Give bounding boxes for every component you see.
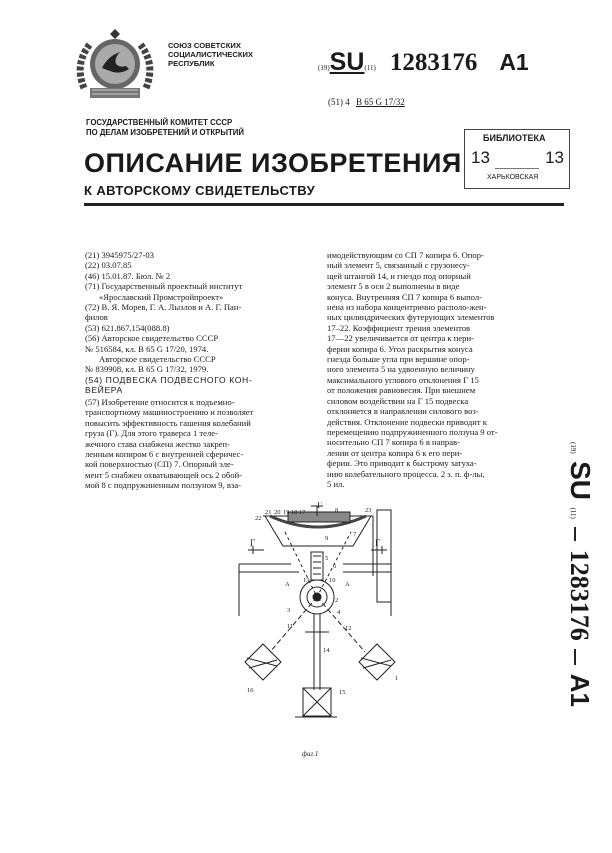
side-publication-number: (19) SU (11) 1283176 A1 — [565, 442, 596, 707]
figure-label: 16 — [247, 687, 254, 694]
abstract-line: кой поверхностью (СП) 7. Опорный эле- — [85, 459, 234, 470]
title-rule — [84, 203, 564, 206]
abstract-line: действия. Отклонение подвески приводит к — [327, 416, 487, 427]
biblio-line: (72) В. Я. Морев, Г. А. Лызлов и А. Г. Пан- — [85, 302, 242, 313]
abstract-line: нена из набора концентрично располо-жен- — [327, 302, 487, 313]
abstract-line: гнезда больше угла при вершине опор- — [327, 354, 470, 365]
figure-label: 18 — [291, 509, 298, 516]
abstract-line: мой 8 с подпружиненным ползуном 9, вза- — [85, 480, 242, 491]
figure-label: 5 — [325, 555, 329, 562]
figure-label: Г — [250, 538, 256, 548]
document-subtitle: К АВТОРСКОМУ СВИДЕТЕЛЬСТВУ — [84, 183, 316, 198]
abstract-line: нию колебательного процесса. 2 з. п. ф-лы, — [327, 468, 485, 479]
abstract-line: носительно СП 7 копира 6 в направ- — [327, 437, 460, 448]
figure-label: 21 — [265, 509, 272, 516]
abstract-line: лении от центра копира 6 к его пери- — [327, 447, 463, 458]
figure-label: 6 — [333, 563, 337, 570]
figure-label: 14 — [323, 647, 330, 654]
abstract-line: максимального углового отклонения Г 15 — [327, 374, 479, 385]
figure-caption: фиг.1 — [302, 750, 319, 758]
abstract-line: 17—22 увеличивается от центра к пери- — [327, 333, 474, 344]
biblio-line: (46) 15.01.87. Бюл. № 2 — [85, 270, 171, 281]
biblio-line: № 516584, кл. В 65 G 17/20, 1974. — [85, 343, 209, 354]
biblio-line: (56) Авторское свидетельство СССР — [85, 333, 219, 344]
abstract-line: мент 5 снабжен охватывающей ось 2 обой- — [85, 469, 243, 480]
figure-label: 1 — [395, 675, 399, 682]
abstract-line: ного элемента 5 на удвоенную величину — [327, 364, 475, 375]
biblio-line: Авторское свидетельство СССР — [99, 354, 216, 365]
figure-label: 7 — [353, 531, 357, 538]
figure-label: 20 — [274, 509, 281, 516]
soviet-emblem-icon — [70, 28, 160, 104]
abstract-line: от положения равновесия. При внешнем — [327, 385, 476, 396]
figure-label: 17 — [299, 509, 306, 516]
abstract-line: ферии копира 6. Угол раскрытия конуса — [327, 343, 473, 354]
figure-label: А — [285, 581, 290, 588]
abstract-left-column — [85, 397, 313, 491]
abstract-line: ферии. Это приводит к быстрому затуха- — [327, 458, 477, 469]
figure-label: 2 — [335, 597, 339, 604]
figure-label: А — [345, 581, 350, 588]
biblio-line: ВЕЙЕРА — [85, 385, 123, 396]
bibliographic-data — [85, 250, 313, 396]
library-stamp: БИБЛИОТЕКА 13 13 ХАРЬКОВСКАЯ — [464, 129, 570, 189]
abstract-line: элемент 5 в оси 2 выполнены в виде — [327, 281, 460, 292]
committee-name: ГОСУДАРСТВЕННЫЙ КОМИТЕТ СССР ПО ДЕЛАМ ИЗОБРЕТЕНИЙ И ОТКРЫТИЙ — [86, 118, 244, 137]
abstract-line: имодействующим со СП 7 копира 6. Опор- — [327, 250, 484, 260]
abstract-line: ных цилиндрических футерующих элементов — [327, 312, 495, 323]
biblio-line: (21) 3945975/27-03 — [85, 250, 154, 260]
abstract-line: 5 ил. — [327, 478, 345, 489]
biblio-line: (53) 621.867.154(088.8) — [85, 322, 170, 333]
figure-label: 12 — [345, 625, 352, 632]
biblio-line: (71) Государственный проектный институт — [85, 281, 243, 292]
figure-label: 11 — [287, 623, 294, 630]
figure-label: 8 — [335, 507, 339, 514]
figure-label: 23 — [365, 507, 372, 514]
document-title: ОПИСАНИЕ ИЗОБРЕТЕНИЯ — [84, 148, 462, 178]
publication-number: (19)SU(11) 1283176 A1 — [318, 48, 529, 76]
figure-label: 19 — [283, 509, 290, 516]
biblio-line: № 839908, кл. В 65 G 17/32, 1979. — [85, 364, 209, 375]
abstract-line: 17–22. Коэффициент трения элементов — [327, 322, 471, 333]
ipc-classification: (51) 4 B 65 G 17/32 — [328, 97, 405, 107]
abstract-line: ный элемент 5, связанный с грузонесу- — [327, 260, 470, 271]
biblio-line: (22) 03.07.85 — [85, 260, 132, 271]
abstract-line: повысить эффективность гашения колебаний — [85, 417, 251, 428]
figure-label: 4 — [337, 609, 341, 616]
abstract-line: перемещению подпружиненного ползуна 9 от- — [327, 426, 498, 437]
abstract-right-column — [327, 250, 559, 489]
abstract-line: (57) Изобретение относится к подъемно- — [85, 397, 235, 407]
abstract-line: жечного става снабжена жестко закреп- — [85, 438, 230, 449]
biblio-line: филов — [85, 312, 108, 323]
figure-label: 13 — [303, 577, 310, 584]
figure-label: Г — [375, 538, 381, 548]
abstract-line: груза (Г). Для этого траверса 1 теле- — [85, 428, 218, 439]
abstract-line: щей штангой 14, и гнездо под опорный — [327, 270, 471, 281]
technical-drawing — [225, 502, 415, 742]
figure-label: 9 — [325, 535, 329, 542]
abstract-line: транспортному машиностроению и позволяет — [85, 407, 254, 418]
figure-label: 15 — [339, 689, 346, 696]
biblio-line: (54) ПОДВЕСКА ПОДВЕСНОГО КОН- — [85, 374, 253, 385]
country-name: СОЮЗ СОВЕТСКИХ СОЦИАЛИСТИЧЕСКИХ РЕСПУБЛИК — [168, 41, 254, 68]
abstract-line: конуса. Внутренняя СП 7 копира 6 выпол- — [327, 291, 483, 302]
abstract-line: отклоняется в направлении силового воз- — [327, 406, 479, 417]
figure-label: 22 — [255, 515, 262, 522]
figure-label: Г — [317, 502, 323, 510]
figure-label: 10 — [329, 577, 336, 584]
figure-label: 3 — [287, 607, 291, 614]
abstract-line: силовом воздействии на Г 15 подвеска — [327, 395, 469, 406]
abstract-line: ленным копиром 6 с внутренней сферичес- — [85, 449, 244, 460]
biblio-line: «Ярославский Промстройпроект» — [99, 291, 224, 302]
